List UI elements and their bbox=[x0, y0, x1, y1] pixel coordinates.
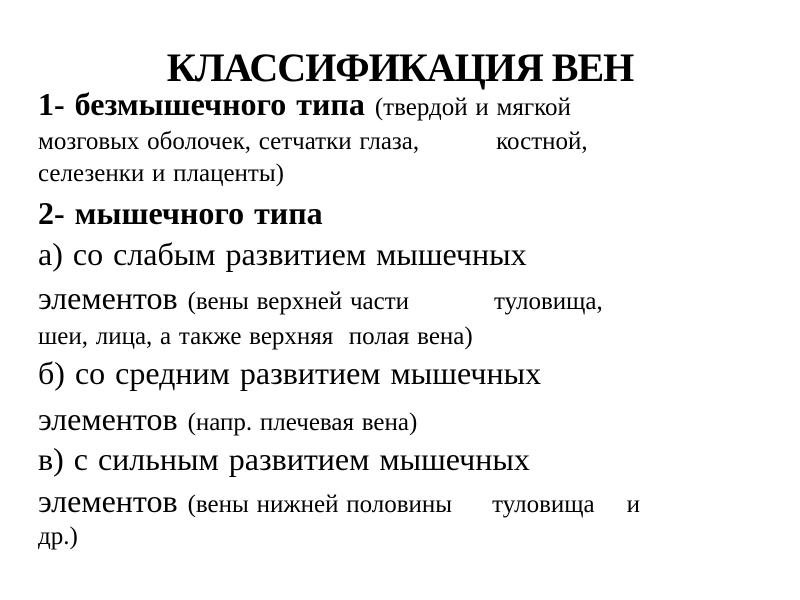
item2c-line1: в) с сильным развитием мышечных bbox=[38, 441, 530, 477]
item2b-line1-wrap bbox=[38, 357, 541, 389]
item2-heading: 2- мышечного типа bbox=[38, 195, 323, 231]
item1-note-line1: (твердой и мягкой bbox=[374, 94, 571, 121]
item1-note-line2 bbox=[38, 129, 588, 154]
item2-heading-line bbox=[38, 197, 323, 229]
item2c-line2-note-a: (вены нижней половины bbox=[187, 491, 453, 518]
item2a-line1-wrap bbox=[38, 238, 527, 270]
slide-title: КЛАССИФИКАЦИЯ ВЕН bbox=[166, 45, 634, 90]
item2c-line3-wrap bbox=[38, 524, 78, 549]
item1-heading-line bbox=[38, 88, 571, 120]
item1-note-line3-wrap bbox=[38, 161, 284, 186]
item2a-line2-wrap bbox=[38, 282, 603, 314]
item1-heading: 1- безмышечного типа bbox=[38, 86, 375, 122]
item1-note-line2a: мозговых оболочек, сетчатки глаза, bbox=[38, 128, 420, 155]
item2a-line2-main: элементов bbox=[38, 280, 188, 316]
item2c-line2-note-c: и bbox=[626, 491, 641, 518]
item2b-line2-note: (напр. плечевая вена) bbox=[187, 409, 418, 436]
item2c-line2-main: элементов bbox=[38, 483, 188, 519]
item2c-line3: др.) bbox=[38, 523, 78, 550]
item2a-line3: шеи, лица, а также верхняя полая вена) bbox=[38, 323, 473, 350]
item2c-line1-wrap bbox=[38, 443, 530, 475]
item1-note-line3: селезенки и плаценты) bbox=[38, 160, 284, 187]
item2a-line3-wrap bbox=[38, 324, 473, 349]
item2c-line2-note-b: туловища bbox=[492, 491, 595, 518]
item2b-line1: б) со средним развитием мышечных bbox=[38, 355, 542, 391]
item1-note-line2b: костной, bbox=[496, 128, 588, 155]
item2c-line2-wrap bbox=[38, 485, 640, 517]
item2a-line1: а) со слабым развитием мышечных bbox=[38, 236, 527, 272]
item2a-line2-note-a: (вены верхней части bbox=[187, 288, 410, 315]
item2a-line2-note-b: туловища, bbox=[494, 288, 603, 315]
item2b-line2-wrap bbox=[38, 403, 417, 435]
item2b-line2-main: элементов bbox=[38, 401, 188, 437]
